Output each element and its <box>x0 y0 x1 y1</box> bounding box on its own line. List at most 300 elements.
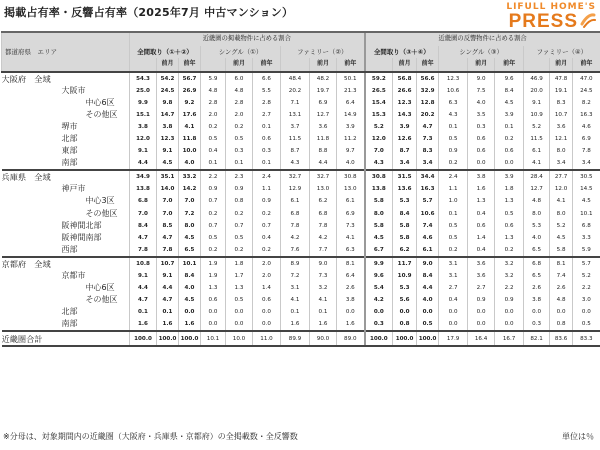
row-area-name: その他区 <box>85 295 118 305</box>
row-value-cell: 14.5 <box>573 183 600 195</box>
row-value-cell: 9.0 <box>468 72 495 85</box>
row-value-cell: 4.5 <box>179 294 201 306</box>
row-value-cell: 0.6 <box>468 220 495 232</box>
row-value-cell: 3.1 <box>439 257 468 270</box>
table-row <box>2 270 600 282</box>
row-value-cell: 0.7 <box>253 220 281 232</box>
row-value-cell: 56.7 <box>179 72 201 85</box>
row-value-cell: 0.0 <box>573 306 600 318</box>
row-value-cell: 6.8 <box>573 220 600 232</box>
row-value-cell: 25.0 <box>130 85 157 97</box>
row-value-cell: 9.0 <box>417 257 439 270</box>
row-value-cell: 17.9 <box>439 331 468 345</box>
row-value-cell: 7.8 <box>130 244 157 257</box>
row-value-cell: 12.0 <box>550 183 573 195</box>
row-value-cell: 8.7 <box>281 145 310 157</box>
row-value-cell: 4.0 <box>179 282 201 294</box>
row-value-cell: 89.0 <box>337 331 365 345</box>
row-value-cell: 30.8 <box>365 170 393 183</box>
subheader-current <box>201 58 226 72</box>
row-value-cell: 2.0 <box>253 257 281 270</box>
row-value-cell: 2.6 <box>337 282 365 294</box>
row-value-cell: 0.6 <box>253 133 281 145</box>
subheader-prev-year: 前年 <box>495 58 524 72</box>
row-value-cell: 16.3 <box>417 183 439 195</box>
row-value-cell: 26.9 <box>179 85 201 97</box>
row-area-name: 阪神間南部 <box>61 232 102 242</box>
table-row <box>2 72 600 85</box>
row-value-cell: 32.7 <box>281 170 310 183</box>
row-value-cell: 7.0 <box>157 208 179 220</box>
row-value-cell: 100.0 <box>365 331 393 345</box>
row-value-cell: 4.7 <box>130 232 157 244</box>
row-value-cell: 3.8 <box>130 121 157 133</box>
row-value-cell: 6.1 <box>417 244 439 257</box>
row-value-cell: 10.9 <box>524 109 550 121</box>
row-value-cell: 4.0 <box>417 294 439 306</box>
row-value-cell: 8.0 <box>524 208 550 220</box>
subheader-prev-month: 前月 <box>393 58 417 72</box>
row-value-cell: 0.0 <box>253 306 281 318</box>
row-value-cell: 0.5 <box>439 133 468 145</box>
row-value-cell: 8.3 <box>550 97 573 109</box>
row-area-name: 京都府 全域 <box>2 257 130 270</box>
row-value-cell: 4.1 <box>524 157 550 170</box>
row-value-cell: 4.0 <box>179 157 201 170</box>
row-value-cell: 1.9 <box>201 270 226 282</box>
row-value-cell: 3.2 <box>495 270 524 282</box>
header-pref-area <box>2 32 130 72</box>
row-value-cell: 0.1 <box>253 121 281 133</box>
row-value-cell: 4.7 <box>157 232 179 244</box>
row-value-cell: 3.1 <box>281 282 310 294</box>
row-value-cell: 0.4 <box>468 208 495 220</box>
row-value-cell: 20.2 <box>417 109 439 121</box>
row-value-cell: 28.4 <box>524 170 550 183</box>
row-value-cell: 9.1 <box>157 145 179 157</box>
row-value-cell: 7.0 <box>130 208 157 220</box>
listing-cat-family: ファミリー（②） <box>281 46 365 59</box>
row-value-cell: 14.3 <box>393 109 417 121</box>
row-value-cell: 5.4 <box>365 282 393 294</box>
row-value-cell: 6.8 <box>281 208 310 220</box>
row-value-cell: 1.4 <box>468 232 495 244</box>
row-area-name: 北部 <box>61 134 78 144</box>
table-row <box>2 133 600 145</box>
row-value-cell: 82.1 <box>524 331 550 345</box>
row-area-name: その他区 <box>85 109 118 119</box>
row-value-cell: 4.1 <box>550 195 573 207</box>
row-value-cell: 3.8 <box>337 294 365 306</box>
row-value-cell: 8.8 <box>310 145 337 157</box>
row-value-cell: 3.8 <box>524 294 550 306</box>
row-value-cell: 0.1 <box>281 306 310 318</box>
row-value-cell: 0.0 <box>226 318 253 331</box>
row-value-cell: 20.2 <box>281 85 310 97</box>
row-value-cell: 4.4 <box>157 282 179 294</box>
row-value-cell: 9.9 <box>365 257 393 270</box>
row-value-cell: 12.3 <box>157 133 179 145</box>
row-value-cell: 10.0 <box>179 145 201 157</box>
row-value-cell: 0.0 <box>226 306 253 318</box>
row-value-cell: 0.0 <box>439 318 468 331</box>
row-value-cell: 3.3 <box>573 232 600 244</box>
row-value-cell: 2.8 <box>201 97 226 109</box>
row-value-cell: 14.9 <box>337 109 365 121</box>
row-value-cell: 8.4 <box>495 85 524 97</box>
group-listing-header: 近畿圏の掲載物件に占める割合 <box>130 32 365 46</box>
subheader-prev-year: 前年 <box>253 58 281 72</box>
row-value-cell: 10.1 <box>201 331 226 345</box>
row-value-cell: 0.3 <box>365 318 393 331</box>
row-value-cell: 0.0 <box>495 318 524 331</box>
row-value-cell: 0.5 <box>573 318 600 331</box>
row-area-name: 阪神間北部 <box>61 220 102 230</box>
table-body <box>2 32 600 346</box>
row-value-cell: 1.7 <box>226 270 253 282</box>
row-value-cell: 8.2 <box>573 97 600 109</box>
row-value-cell: 89.9 <box>281 331 310 345</box>
row-value-cell: 7.3 <box>310 270 337 282</box>
row-value-cell: 0.7 <box>226 220 253 232</box>
row-value-cell: 54.2 <box>157 72 179 85</box>
row-value-cell: 4.3 <box>365 157 393 170</box>
table-row <box>2 257 600 270</box>
row-value-cell: 5.8 <box>365 220 393 232</box>
row-area-name: 北部 <box>61 307 78 317</box>
row-value-cell: 7.3 <box>337 220 365 232</box>
row-value-cell: 100.0 <box>130 331 157 345</box>
row-value-cell: 0.0 <box>439 306 468 318</box>
subheader-prev-year: 前年 <box>179 58 201 72</box>
row-value-cell: 35.1 <box>157 170 179 183</box>
row-value-cell: 1.3 <box>495 195 524 207</box>
row-value-cell: 0.4 <box>253 232 281 244</box>
row-value-cell: 3.4 <box>417 157 439 170</box>
row-value-cell: 8.9 <box>281 257 310 270</box>
row-value-cell: 5.7 <box>417 195 439 207</box>
row-value-cell: 100.0 <box>417 331 439 345</box>
row-value-cell: 0.2 <box>253 208 281 220</box>
row-value-cell: 1.8 <box>226 257 253 270</box>
table-row <box>2 109 600 121</box>
row-value-cell: 4.1 <box>310 294 337 306</box>
row-value-cell: 0.0 <box>179 306 201 318</box>
table-row <box>2 208 600 220</box>
row-value-cell: 4.2 <box>281 232 310 244</box>
row-value-cell: 7.4 <box>417 220 439 232</box>
row-value-cell: 4.5 <box>365 232 393 244</box>
subheader-prev-year: 前年 <box>337 58 365 72</box>
row-value-cell: 6.9 <box>310 97 337 109</box>
row-value-cell: 0.2 <box>201 208 226 220</box>
row-value-cell: 4.2 <box>310 232 337 244</box>
row-value-cell: 12.7 <box>524 183 550 195</box>
row-value-cell: 9.0 <box>310 257 337 270</box>
row-value-cell: 2.3 <box>226 170 253 183</box>
row-value-cell: 4.6 <box>573 121 600 133</box>
row-value-cell: 0.0 <box>468 306 495 318</box>
table-row <box>2 331 600 345</box>
row-value-cell: 0.5 <box>495 208 524 220</box>
row-value-cell: 1.4 <box>253 282 281 294</box>
row-value-cell: 4.5 <box>495 97 524 109</box>
row-value-cell: 3.6 <box>310 121 337 133</box>
row-value-cell: 9.1 <box>157 270 179 282</box>
row-value-cell: 6.2 <box>393 244 417 257</box>
row-value-cell: 1.6 <box>337 318 365 331</box>
row-value-cell: 6.3 <box>439 97 468 109</box>
row-value-cell: 0.5 <box>226 232 253 244</box>
row-area-name: 中心6区 <box>85 283 115 293</box>
row-value-cell: 13.8 <box>365 183 393 195</box>
row-value-cell: 0.2 <box>253 244 281 257</box>
row-value-cell: 3.6 <box>550 121 573 133</box>
row-value-cell: 1.1 <box>253 183 281 195</box>
row-value-cell: 1.9 <box>201 257 226 270</box>
row-value-cell: 7.0 <box>157 195 179 207</box>
row-value-cell: 16.3 <box>573 109 600 121</box>
table-row <box>2 306 600 318</box>
row-value-cell: 3.0 <box>573 294 600 306</box>
row-value-cell: 8.4 <box>417 270 439 282</box>
row-value-cell: 10.9 <box>393 270 417 282</box>
row-value-cell: 7.0 <box>179 195 201 207</box>
row-value-cell: 12.0 <box>130 133 157 145</box>
row-value-cell: 4.0 <box>524 232 550 244</box>
row-value-cell: 6.1 <box>337 195 365 207</box>
row-value-cell: 0.7 <box>201 220 226 232</box>
row-value-cell: 14.7 <box>157 109 179 121</box>
row-value-cell: 6.9 <box>573 133 600 145</box>
row-value-cell: 12.3 <box>393 97 417 109</box>
row-value-cell: 1.0 <box>439 195 468 207</box>
row-value-cell: 4.4 <box>130 157 157 170</box>
row-value-cell: 100.0 <box>157 331 179 345</box>
row-value-cell: 10.6 <box>417 208 439 220</box>
row-value-cell: 1.6 <box>468 183 495 195</box>
row-value-cell: 0.5 <box>226 133 253 145</box>
row-value-cell: 4.7 <box>417 121 439 133</box>
row-area-name: その他区 <box>85 208 118 218</box>
row-value-cell: 9.1 <box>130 270 157 282</box>
row-value-cell: 7.3 <box>417 133 439 145</box>
row-value-cell: 0.0 <box>337 306 365 318</box>
row-value-cell: 4.3 <box>281 157 310 170</box>
row-value-cell: 0.6 <box>468 145 495 157</box>
row-value-cell: 0.2 <box>495 133 524 145</box>
table-row <box>2 294 600 306</box>
response-cat-all: 全間取り（③＋④） <box>365 46 439 59</box>
row-value-cell: 27.7 <box>550 170 573 183</box>
row-value-cell: 2.0 <box>201 109 226 121</box>
row-value-cell: 7.8 <box>573 145 600 157</box>
row-value-cell: 3.4 <box>393 157 417 170</box>
row-value-cell: 12.0 <box>365 133 393 145</box>
row-value-cell: 10.7 <box>550 109 573 121</box>
subheader-prev-year: 前年 <box>417 58 439 72</box>
row-value-cell: 2.7 <box>439 282 468 294</box>
row-value-cell: 6.9 <box>337 208 365 220</box>
row-area-name: 近畿圏合計 <box>2 331 130 345</box>
logo-line1: LIFULL HOME'S <box>506 2 596 12</box>
row-value-cell: 0.6 <box>495 220 524 232</box>
row-value-cell: 4.4 <box>417 282 439 294</box>
row-value-cell: 16.7 <box>495 331 524 345</box>
row-value-cell: 3.2 <box>310 282 337 294</box>
row-value-cell: 0.5 <box>439 232 468 244</box>
row-value-cell: 100.0 <box>179 331 201 345</box>
row-value-cell: 0.4 <box>201 145 226 157</box>
row-value-cell: 0.2 <box>226 208 253 220</box>
row-value-cell: 31.5 <box>393 170 417 183</box>
row-value-cell: 0.6 <box>495 145 524 157</box>
row-value-cell: 3.9 <box>393 121 417 133</box>
row-value-cell: 2.8 <box>226 97 253 109</box>
row-value-cell: 5.3 <box>393 282 417 294</box>
row-value-cell: 100.0 <box>393 331 417 345</box>
row-value-cell: 5.8 <box>365 195 393 207</box>
row-value-cell: 0.9 <box>495 294 524 306</box>
row-area-name: 兵庫県 全域 <box>2 170 130 183</box>
row-value-cell: 0.0 <box>468 318 495 331</box>
row-value-cell: 1.6 <box>157 318 179 331</box>
logo-swoosh-icon <box>580 12 596 28</box>
row-value-cell: 6.8 <box>130 195 157 207</box>
row-value-cell: 8.0 <box>550 145 573 157</box>
row-value-cell: 12.8 <box>417 97 439 109</box>
row-value-cell: 8.4 <box>179 270 201 282</box>
row-value-cell: 16.4 <box>468 331 495 345</box>
row-value-cell: 1.6 <box>310 318 337 331</box>
row-value-cell: 0.5 <box>226 294 253 306</box>
footnote: ※分母は、対象期間内の近畿圏（大阪府・兵庫県・京都府）の全掲載数・全反響数 <box>3 432 298 441</box>
table-row <box>2 232 600 244</box>
row-value-cell: 3.6 <box>468 257 495 270</box>
header-row-group <box>2 32 600 46</box>
row-value-cell: 2.2 <box>201 170 226 183</box>
row-value-cell: 32.9 <box>417 85 439 97</box>
row-value-cell: 90.0 <box>310 331 337 345</box>
row-value-cell: 6.8 <box>310 208 337 220</box>
row-value-cell: 0.8 <box>226 195 253 207</box>
row-value-cell: 3.4 <box>550 157 573 170</box>
row-value-cell: 4.8 <box>524 195 550 207</box>
row-value-cell: 6.0 <box>226 72 253 85</box>
row-value-cell: 7.2 <box>179 208 201 220</box>
subheader-current <box>130 58 157 72</box>
row-value-cell: 0.6 <box>201 294 226 306</box>
row-value-cell: 83.6 <box>550 331 573 345</box>
row-value-cell: 0.0 <box>393 306 417 318</box>
subheader-prev-month: 前月 <box>157 58 179 72</box>
subheader-prev-month: 前月 <box>468 58 495 72</box>
row-value-cell: 47.0 <box>573 72 600 85</box>
row-value-cell: 26.6 <box>393 85 417 97</box>
row-value-cell: 83.3 <box>573 331 600 345</box>
row-value-cell: 7.0 <box>365 145 393 157</box>
row-area-name: 中心3区 <box>85 196 115 206</box>
row-value-cell: 9.6 <box>365 270 393 282</box>
row-value-cell: 4.1 <box>179 121 201 133</box>
row-value-cell: 32.7 <box>310 170 337 183</box>
subheader-current <box>365 58 393 72</box>
row-value-cell: 5.3 <box>393 195 417 207</box>
row-value-cell: 3.6 <box>468 270 495 282</box>
row-value-cell: 0.7 <box>201 195 226 207</box>
row-value-cell: 6.6 <box>253 72 281 85</box>
row-value-cell: 4.2 <box>365 294 393 306</box>
row-value-cell: 10.8 <box>130 257 157 270</box>
row-value-cell: 26.5 <box>365 85 393 97</box>
subheader-prev-month: 前月 <box>310 58 337 72</box>
row-value-cell: 4.7 <box>157 294 179 306</box>
row-value-cell: 9.8 <box>157 97 179 109</box>
row-value-cell: 4.4 <box>310 157 337 170</box>
row-value-cell: 1.6 <box>130 318 157 331</box>
row-area-name: 大阪府 全域 <box>2 72 130 85</box>
row-value-cell: 11.8 <box>310 133 337 145</box>
row-value-cell: 9.1 <box>130 145 157 157</box>
row-value-cell: 34.9 <box>130 170 157 183</box>
row-value-cell: 6.8 <box>524 257 550 270</box>
row-value-cell: 2.6 <box>524 282 550 294</box>
row-value-cell: 4.1 <box>281 294 310 306</box>
table-row <box>2 121 600 133</box>
row-value-cell: 7.8 <box>157 244 179 257</box>
row-value-cell: 0.1 <box>310 306 337 318</box>
page-title: 掲載占有率・反響占有率（2025年7月 中古マンション） <box>4 6 294 19</box>
subheader-prev-year: 前年 <box>573 58 600 72</box>
row-value-cell: 7.2 <box>281 270 310 282</box>
row-value-cell: 19.7 <box>310 85 337 97</box>
row-value-cell: 1.6 <box>281 318 310 331</box>
row-value-cell: 50.1 <box>337 72 365 85</box>
row-value-cell: 5.2 <box>365 121 393 133</box>
row-value-cell: 0.1 <box>157 306 179 318</box>
row-value-cell: 0.9 <box>468 294 495 306</box>
table-row <box>2 282 600 294</box>
row-value-cell: 7.6 <box>281 244 310 257</box>
table-row <box>2 85 600 97</box>
row-value-cell: 9.1 <box>524 97 550 109</box>
row-value-cell: 6.2 <box>310 195 337 207</box>
row-value-cell: 12.1 <box>550 133 573 145</box>
row-value-cell: 9.7 <box>337 145 365 157</box>
row-value-cell: 4.6 <box>417 232 439 244</box>
row-value-cell: 56.8 <box>393 72 417 85</box>
row-value-cell: 3.9 <box>495 170 524 183</box>
table-row <box>2 244 600 257</box>
row-value-cell: 5.7 <box>573 257 600 270</box>
row-value-cell: 2.0 <box>226 109 253 121</box>
row-value-cell: 2.4 <box>253 170 281 183</box>
row-value-cell: 8.4 <box>393 208 417 220</box>
row-value-cell: 0.0 <box>365 306 393 318</box>
subheader-prev-month: 前月 <box>226 58 253 72</box>
table-row <box>2 183 600 195</box>
row-value-cell: 24.5 <box>573 85 600 97</box>
row-value-cell: 4.0 <box>337 157 365 170</box>
row-value-cell: 3.8 <box>468 170 495 183</box>
row-area-name: 大阪市 <box>61 85 86 95</box>
row-value-cell: 8.0 <box>365 208 393 220</box>
subheader-current <box>439 58 468 72</box>
row-value-cell: 30.8 <box>337 170 365 183</box>
row-value-cell: 15.1 <box>130 109 157 121</box>
row-value-cell: 48.2 <box>310 72 337 85</box>
row-area-name: 南部 <box>61 158 78 168</box>
